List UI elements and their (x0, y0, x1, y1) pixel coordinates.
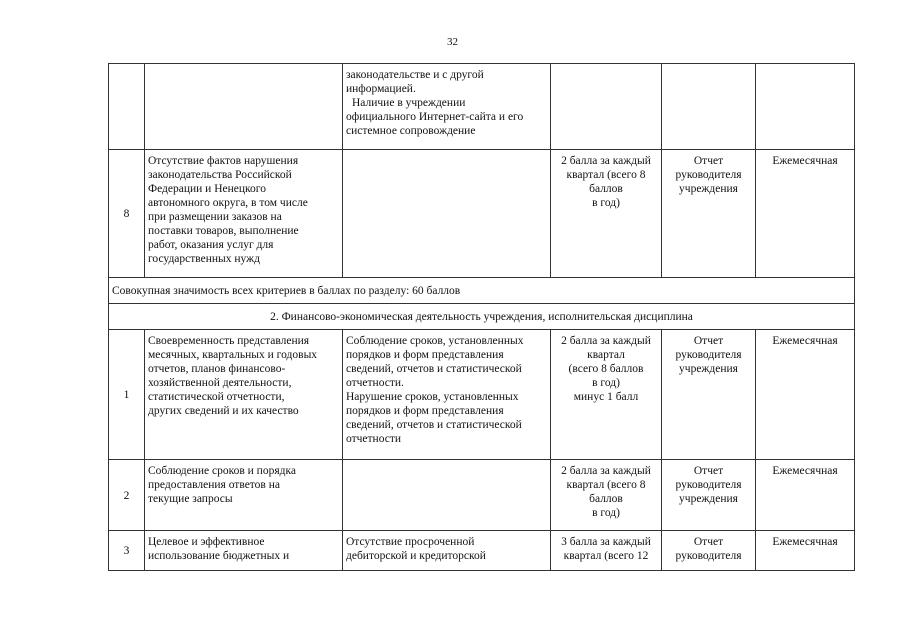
cell-frequency: Ежемесячная (756, 150, 855, 278)
text-line: 3 балла за каждый (561, 536, 651, 548)
text-line: законодательстве и с другой (346, 69, 484, 81)
text-line: руководителя (675, 349, 742, 361)
cell-frequency: Ежемесячная (756, 531, 855, 571)
cell-num: 3 (109, 531, 145, 571)
text-line: дебиторской и кредиторской (346, 550, 486, 562)
cell-criterion (145, 64, 343, 150)
text-line: руководителя (675, 169, 742, 181)
cell-frequency: Ежемесячная (756, 460, 855, 531)
cell-criterion (145, 531, 343, 571)
text-line: учреждения (679, 363, 738, 375)
table-row-criterion-1 (109, 330, 855, 460)
text-line: текущие запросы (148, 493, 233, 505)
cell-criterion (145, 150, 343, 278)
cell-condition (343, 330, 551, 460)
cell-num: 1 (109, 330, 145, 460)
text-line: Нарушение сроков, установленных (346, 391, 519, 403)
cell-criterion (145, 460, 343, 531)
text-line: квартал (587, 349, 625, 361)
text-line: 2 балла за каждый (561, 155, 651, 167)
text-line: квартал (всего 8 (566, 479, 646, 491)
text-line: законодательства Российской (148, 169, 292, 181)
text-line: сведений, отчетов и статистической (346, 363, 522, 375)
text-line: в год) (592, 197, 620, 209)
cell-report (662, 64, 756, 150)
text-line: (всего 8 баллов (568, 363, 644, 375)
text-line: учреждения (679, 493, 738, 505)
text-line: Целевое и эффективное (148, 536, 265, 548)
text-line: квартал (всего 8 (566, 169, 646, 181)
text-line: 2 балла за каждый (561, 465, 651, 477)
section-total: Совокупная значимость всех критериев в баллах по разделу: 60 баллов (109, 278, 855, 304)
text-line: Отсутствие фактов нарушения (148, 155, 299, 167)
cell-num: 8 (109, 150, 145, 278)
text-line: Соблюдение сроков, установленных (346, 335, 524, 347)
table-row-criterion-2 (109, 460, 855, 531)
text-line: Отчет (693, 536, 724, 548)
cell-report (662, 330, 756, 460)
cell-report (662, 150, 756, 278)
page-number: 32 (447, 36, 458, 48)
text-line: Своевременность представления (148, 335, 310, 347)
table-row-section-header (109, 304, 855, 330)
text-line: информацией. (346, 83, 416, 95)
text-line: поставки товаров, выполнение (148, 225, 299, 237)
text-line: сведений, отчетов и статистической (346, 419, 522, 431)
cell-condition (343, 460, 551, 531)
cell-num: 2 (109, 460, 145, 531)
text-line: других сведений и их качество (148, 405, 299, 417)
text-line: Отсутствие просроченной (346, 536, 475, 548)
text-line: использование бюджетных и (148, 550, 290, 562)
table-row-criterion-8 (109, 150, 855, 278)
text-line: в год) (592, 507, 620, 519)
text-line: системное сопровождение (346, 125, 476, 137)
cell-condition (343, 64, 551, 150)
text-line: Отчет (693, 155, 724, 167)
text-line: порядков и форм представления (346, 405, 504, 417)
text-line: руководителя (675, 550, 742, 562)
text-line: месячных, квартальных и годовых (148, 349, 318, 361)
cell-frequency: Ежемесячная (756, 330, 855, 460)
text-line: государственных нужд (148, 253, 260, 265)
text-line: официального Интернет-сайта и его (346, 111, 524, 123)
text-line: отчетности (346, 433, 402, 445)
text-line: 2 балла за каждый (561, 335, 651, 347)
cell-num (109, 64, 145, 150)
text-line: Соблюдение сроков и порядка (148, 465, 296, 477)
text-line: предоставления ответов на (148, 479, 280, 491)
cell-criterion (145, 330, 343, 460)
text-line: при размещении заказов на (148, 211, 282, 223)
cell-score (551, 150, 662, 278)
text-line: Наличие в учреждении (352, 97, 466, 109)
cell-report (662, 460, 756, 531)
table-row-continuation (109, 64, 855, 150)
text-line: отчетов, планов финансово- (148, 363, 286, 375)
text-line: учреждения (679, 183, 738, 195)
text-line: баллов (589, 183, 623, 195)
table-row-criterion-3 (109, 531, 855, 571)
text-line: Отчет (693, 335, 724, 347)
text-line: баллов (589, 493, 623, 505)
cell-score (551, 64, 662, 150)
text-line: работ, оказания услуг для (148, 239, 274, 251)
cell-report (662, 531, 756, 571)
text-line: Отчет (693, 465, 724, 477)
text-line: отчетности. (346, 377, 404, 389)
cell-score (551, 460, 662, 531)
cell-score (551, 531, 662, 571)
criteria-table (108, 63, 855, 571)
table-row-total (109, 278, 855, 304)
text-line: порядков и форм представления (346, 349, 504, 361)
text-line: статистической отчетности, (148, 391, 285, 403)
text-line: Федерации и Ненецкого (148, 183, 266, 195)
cell-condition (343, 531, 551, 571)
text-line: квартал (всего 12 (563, 550, 649, 562)
text-line: руководителя (675, 479, 742, 491)
section-heading: 2. Финансово-экономическая деятельность учреждения, исполнительская дисциплина (109, 304, 855, 330)
cell-frequency (756, 64, 855, 150)
text-line: минус 1 балл (573, 391, 639, 403)
text-line: в год) (592, 377, 620, 389)
text-line: автономного округа, в том числе (148, 197, 308, 209)
text-line: хозяйственной деятельности, (148, 377, 292, 389)
cell-condition (343, 150, 551, 278)
cell-score (551, 330, 662, 460)
